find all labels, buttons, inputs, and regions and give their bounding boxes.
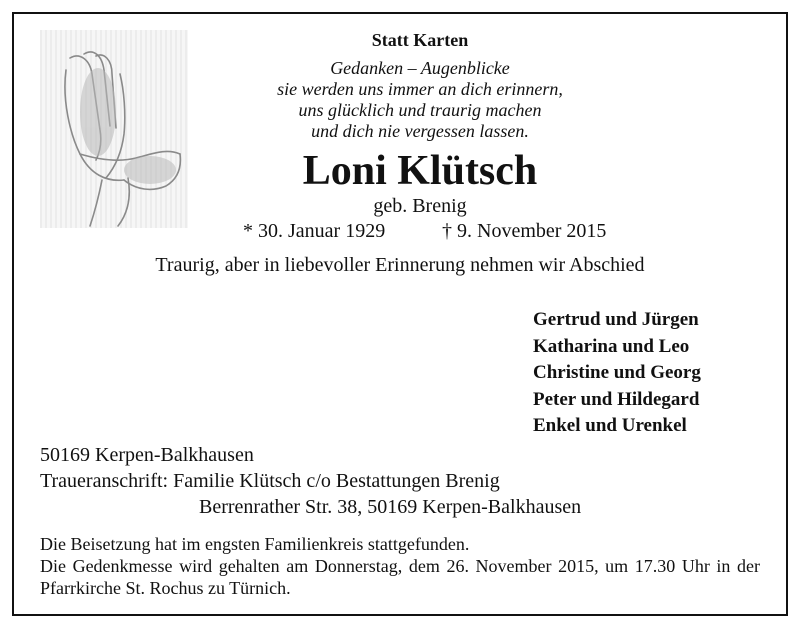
family-member: Christine und Georg xyxy=(533,362,701,383)
poem-line: uns glücklich und traurig machen xyxy=(298,100,542,120)
praying-hands-icon xyxy=(40,30,188,228)
family-member: Katharina und Leo xyxy=(533,335,690,357)
farewell-line: Traurig, aber in liebevoller Erinnerung nehmen wir Abschied xyxy=(155,254,645,276)
poem-line: sie werden uns immer an dich erinnern, xyxy=(277,79,563,99)
notice-line: Die Gedenkmesse wird gehalten am Donnerstag, dem 26. November 2015, um 17.30 Uhr in der Pfarrkirche St. Rochus zu Türnich. xyxy=(40,556,760,598)
poem xyxy=(190,58,650,142)
deceased-name: Loni Klütsch xyxy=(302,148,538,194)
family-member: Gertrud und Jürgen xyxy=(533,309,699,330)
praying-hands-image xyxy=(40,30,188,228)
family-list xyxy=(533,307,701,440)
statt-karten-heading: Statt Karten xyxy=(371,30,469,50)
family-member: Peter und Hildegard xyxy=(533,388,700,410)
funeral-notice xyxy=(40,533,760,599)
death-date: † 9. November 2015 xyxy=(442,220,607,242)
address-street: Berrenrather Str. 38, 50169 Kerpen-Balkhausen xyxy=(199,496,582,518)
poem-line: Gedanken – Augenblicke xyxy=(330,58,510,78)
poem-line: und dich nie vergessen lassen. xyxy=(311,121,529,141)
birth-date: * 30. Januar 1929 xyxy=(243,220,386,242)
address-trauer: Traueranschrift: Familie Klütsch c/o Bestattungen Brenig xyxy=(40,470,500,492)
notice-line: Die Beisetzung hat im engsten Familienkreis stattgefunden. xyxy=(40,534,470,554)
born-name: geb. Brenig xyxy=(373,195,467,217)
family-member: Enkel und Urenkel xyxy=(533,415,687,436)
address-town: 50169 Kerpen-Balkhausen xyxy=(40,444,254,466)
